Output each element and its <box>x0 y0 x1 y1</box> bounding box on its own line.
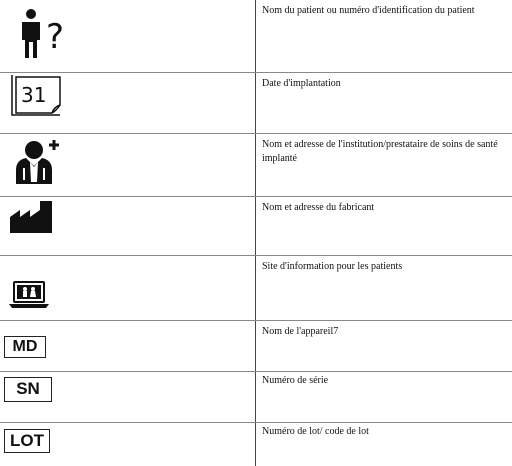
symbol-cell <box>0 134 255 196</box>
symbol-description: Nom du patient ou numéro d'identification du patient <box>262 5 475 16</box>
symbol-description: Nom et adresse de l'institution/prestataire de soins de santé implanté <box>262 139 498 164</box>
table-row <box>0 134 512 196</box>
table-row <box>0 73 512 133</box>
symbol-cell <box>0 73 255 133</box>
symbol-cell <box>0 197 255 255</box>
table-row <box>0 256 512 320</box>
table-row <box>0 423 512 466</box>
manufacturer-icon <box>10 199 54 235</box>
symbol-description: Numéro de série <box>262 375 329 386</box>
symbol-cell <box>0 372 255 422</box>
symbol-description: Nom de l'appareil7 <box>262 326 339 337</box>
calendar-date-icon <box>8 75 68 119</box>
symbol-description: Numéro de lot/ code de lot <box>262 426 369 437</box>
patient-id-icon <box>16 8 72 60</box>
serial-number-icon: SN <box>4 377 52 402</box>
patient-info-website-icon <box>8 280 52 312</box>
health-care-provider-icon <box>12 138 64 188</box>
table-row <box>0 197 512 255</box>
table-row <box>0 321 512 371</box>
symbol-cell <box>0 0 255 72</box>
svg-text:?: ? <box>46 17 65 57</box>
symbol-description: Date d'implantation <box>262 78 341 89</box>
symbol-description: Nom et adresse du fabricant <box>262 202 375 213</box>
medical-device-icon: MD <box>4 336 46 358</box>
lot-number-icon: LOT <box>4 429 50 453</box>
symbol-cell <box>0 321 255 371</box>
calendar-day-number: 31 <box>21 83 47 107</box>
table-row <box>0 0 512 72</box>
symbol-cell <box>0 256 255 320</box>
table-row <box>0 372 512 422</box>
symbol-description: Site d'information pour les patients <box>262 261 403 272</box>
symbol-cell <box>0 423 255 466</box>
